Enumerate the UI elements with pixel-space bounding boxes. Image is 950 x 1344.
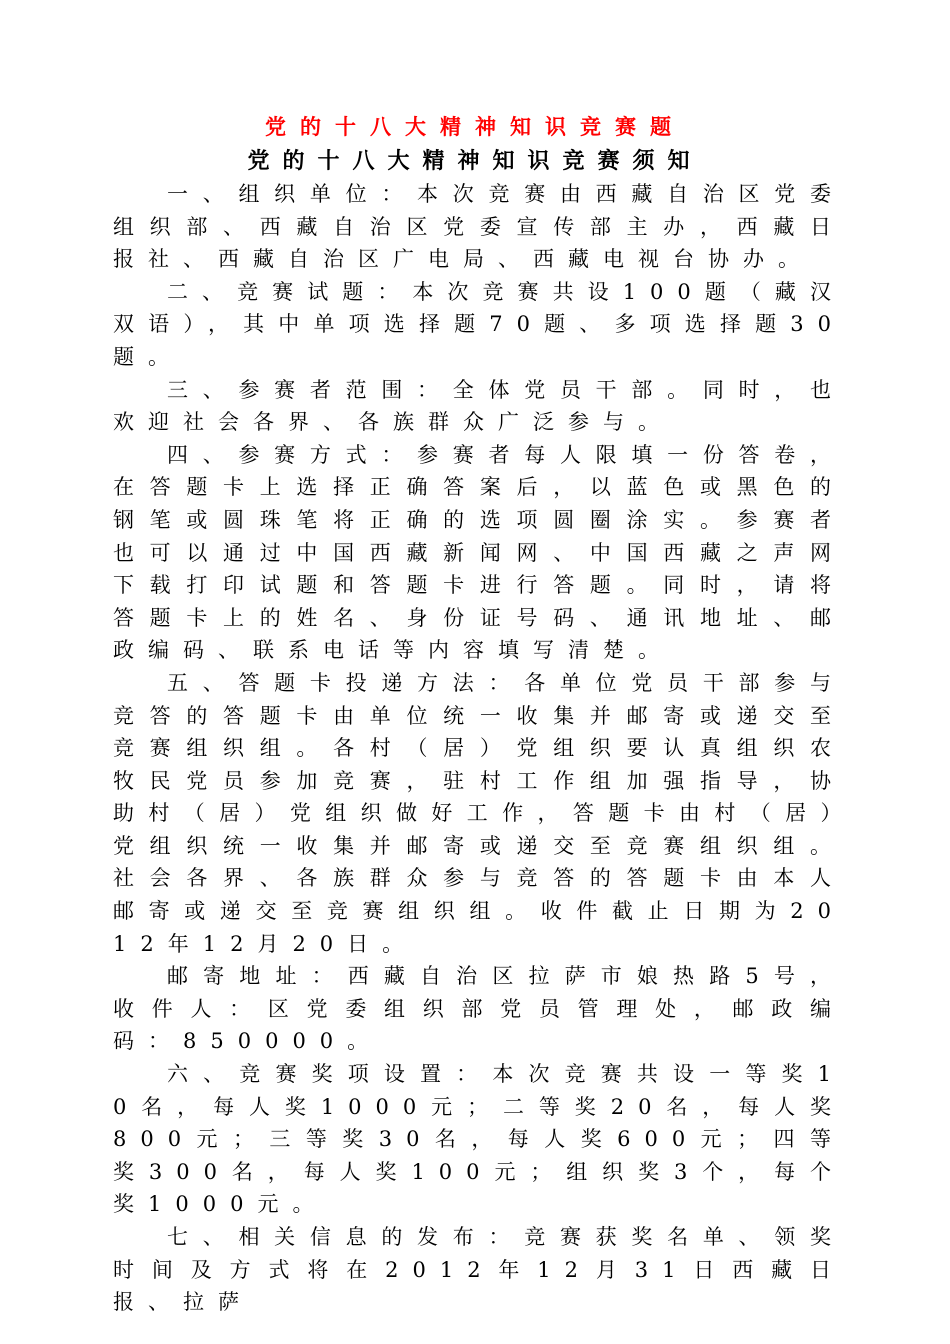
- paragraph-awards: 六、竞赛奖项设置：本次竞赛共设一等奖10名，每人奖1000元；二等奖20名，每人奖800元；三等奖30名，每人奖600元；四等奖300名，每人奖100元；组织奖3个，每个奖1000元。: [113, 1062, 845, 1217]
- paragraph-announcement: 七、相关信息的发布：竞赛获奖名单、领奖时间及方式将在2012年12月31日西藏日报、拉萨: [113, 1225, 845, 1315]
- document-body: [113, 178, 845, 1319]
- document-title: 党的十八大精神知识竞赛题: [265, 115, 685, 139]
- paragraph-submission: 五、答题卡投递方法：各单位党员干部参与竞答的答题卡由单位统一收集并邮寄或递交至竞赛组织组。各村（居）党组织要认真组织农牧民党员参加竞赛，驻村工作组加强指导，协助村（居）党组织做好工作，答题卡由村（居）党组织统一收集并邮寄或递交至竞赛组织组。社会各界、各族群众参与竞答的答题卡由本人邮寄或递交至竞赛组织组。收件截止日期为2012年12月20日。: [113, 670, 845, 956]
- paragraph-questions: 二、竞赛试题：本次竞赛共设100题（藏汉双语），其中单项选择题70题、多项选择题30题。: [113, 279, 845, 369]
- paragraph-method: 四、参赛方式：参赛者每人限填一份答卷，在答题卡上选择正确答案后，以蓝色或黑色的钢笔或圆珠笔将正确的选项圆圈涂实。参赛者也可以通过中国西藏新闻网、中国西藏之声网下载打印试题和答题卡进行答题。同时，请将答题卡上的姓名、身份证号码、通讯地址、邮政编码、联系电话等内容填写清楚。: [113, 442, 845, 663]
- paragraph-mailing-address: 邮寄地址：西藏自治区拉萨市娘热路5号，收件人：区党委组织部党员管理处，邮政编码：850000。: [113, 964, 845, 1054]
- paragraph-participants: 三、参赛者范围：全体党员干部。同时，也欢迎社会各界、各族群众广泛参与。: [113, 377, 845, 435]
- paragraph-organizers: 一、组织单位：本次竞赛由西藏自治区党委组织部、西藏自治区党委宣传部主办，西藏日报社、西藏自治区广电局、西藏电视台协办。: [113, 182, 845, 272]
- document-subtitle: 党的十八大精神知识竞赛须知: [247, 149, 703, 174]
